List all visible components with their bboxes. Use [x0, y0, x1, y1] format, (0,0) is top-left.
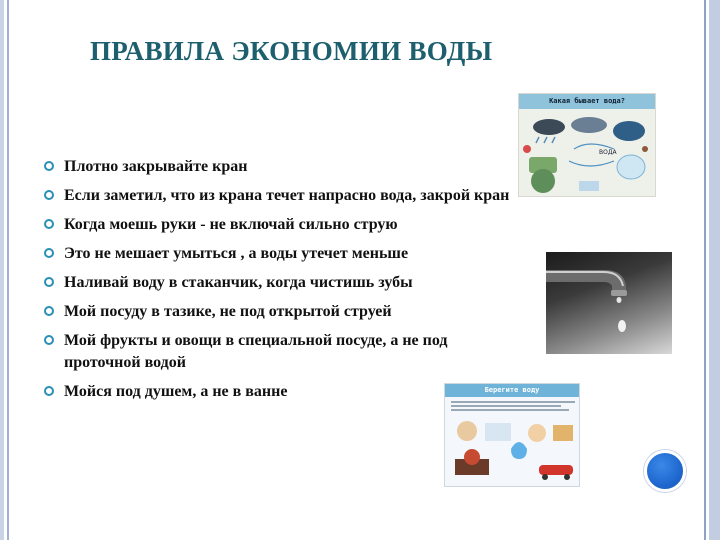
list-item [40, 243, 510, 265]
water-cycle-label: ВОДА [599, 149, 617, 156]
bullet-text: Если заметил, что из крана течет напрасно вода, закрой кран [64, 187, 510, 204]
save-water-poster-image [444, 383, 580, 487]
list-item [40, 330, 510, 374]
bullet-icon [44, 335, 54, 345]
bullet-text: Мой посуду в тазике, не под открытой струей [64, 303, 392, 320]
list-item [40, 214, 510, 236]
decorative-blue-circle [644, 450, 686, 492]
water-cycle-illustration [519, 109, 656, 197]
bullet-icon [44, 306, 54, 316]
slide-title: ПРАВИЛА ЭКОНОМИИ ВОДЫ [90, 36, 493, 66]
slide-frame-right [686, 0, 720, 540]
bullet-text: Это не мешает умыться , а воды утечет меньше [64, 245, 409, 262]
faucet-illustration [546, 252, 672, 354]
water-cycle-image [518, 93, 656, 197]
slide-frame-left [0, 0, 12, 540]
faucet-image [546, 252, 672, 354]
poster-illustration [445, 397, 580, 487]
bullet-text: Мойся под душем, а не в ванне [64, 383, 288, 400]
bullet-icon [44, 248, 54, 258]
list-item [40, 185, 510, 207]
list-item [40, 156, 510, 178]
water-cycle-caption: Какая бывает вода? [519, 94, 655, 109]
bullet-icon [44, 277, 54, 287]
bullet-text: Мой фрукты и овощи в специальной посуде, а не под проточной водой [64, 332, 448, 371]
poster-caption: Берегите воду [445, 384, 579, 397]
bullet-icon [44, 219, 54, 229]
bullet-text: Наливай воду в стаканчик, когда чистишь зубы [64, 274, 413, 291]
bullet-text: Плотно закрывайте кран [64, 158, 248, 175]
bullet-text: Когда моешь руки - не включай сильно струю [64, 216, 398, 233]
bullet-icon [44, 161, 54, 171]
list-item [40, 301, 510, 323]
list-item [40, 381, 510, 403]
bullet-list [40, 156, 510, 410]
bullet-icon [44, 386, 54, 396]
list-item [40, 272, 510, 294]
bullet-icon [44, 190, 54, 200]
